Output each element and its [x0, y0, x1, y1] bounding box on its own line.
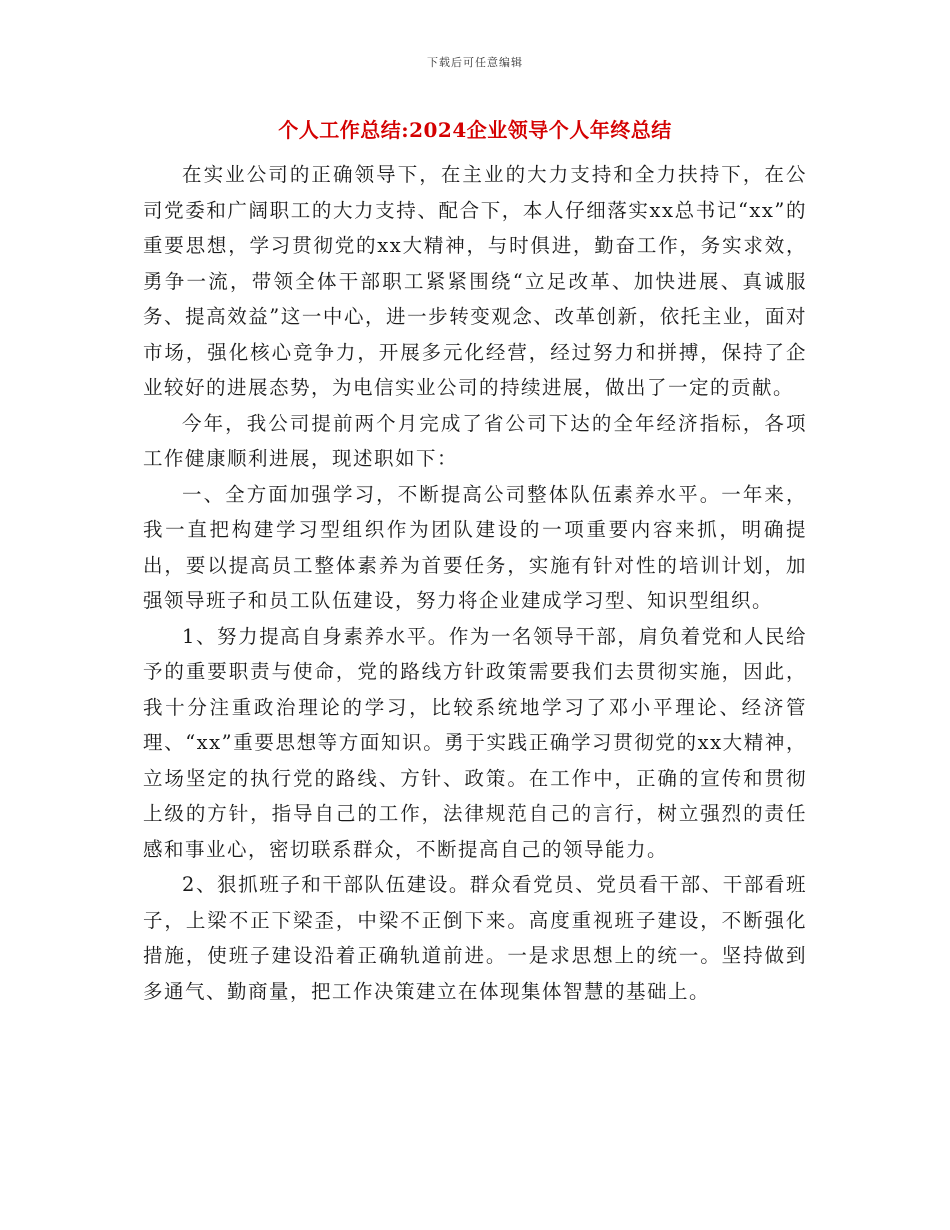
paragraph-section-1: 一、全方面加强学习，不断提高公司整体队伍素养水平。一年来，我一直把构建学习型组织作为团队建设的一项重要内容来抓，明确提出，要以提高员工整体素养为首要任务，实施有针对性的培训计划，加强领导班子和员工队伍建设，努力将企业建成学习型、知识型组织。	[143, 482, 807, 612]
document-title: 个人工作总结:2024企业领导个人年终总结	[278, 118, 672, 142]
paragraph-item-1: 1、努力提高自身素养水平。作为一名领导干部，肩负着党和人民给予的重要职责与使命，党的路线方针政策需要我们去贯彻实施，因此，我十分注重政治理论的学习，比较系统地学习了邓小平理论、经济管理、“xx”重要思想等方面知识。勇于实践正确学习贯彻党的xx大精神，立场坚定的执行党的路线、方针、政策。在工作中，正确的宣传和贯彻上级的方针，指导自己的工作，法律规范自己的言行，树立强烈的责任感和事业心，密切联系群众，不断提高自己的领导能力。	[143, 624, 807, 861]
document-body	[143, 157, 807, 1009]
paragraph-item-2: 2、狠抓班子和干部队伍建设。群众看党员、党员看干部、干部看班子，上梁不正下梁歪，中梁不正倒下来。高度重视班子建设，不断强化措施，使班子建设沿着正确轨道前进。一是求思想上的统一。坚持做到多通气、勤商量，把工作决策建立在体现集体智慧的基础上。	[143, 873, 807, 1003]
paragraph-summary: 今年，我公司提前两个月完成了省公司下达的全年经济指标，各项工作健康顺利进展，现述职如下：	[143, 411, 807, 470]
header-note: 下载后可任意编辑	[427, 56, 523, 69]
paragraph-intro: 在实业公司的正确领导下，在主业的大力支持和全力扶持下，在公司党委和广阔职工的大力支持、配合下，本人仔细落实xx总书记“xx”的重要思想，学习贯彻党的xx大精神，与时俱进，勤奋工作，务实求效，勇争一流，带领全体干部职工紧紧围绕“立足改革、加快进展、真诚服务、提高效益”这一中心，进一步转变观念、改革创新，依托主业，面对市场，强化核心竞争力，开展多元化经营，经过努力和拼搏，保持了企业较好的进展态势，为电信实业公司的持续进展，做出了一定的贡献。	[143, 163, 807, 399]
